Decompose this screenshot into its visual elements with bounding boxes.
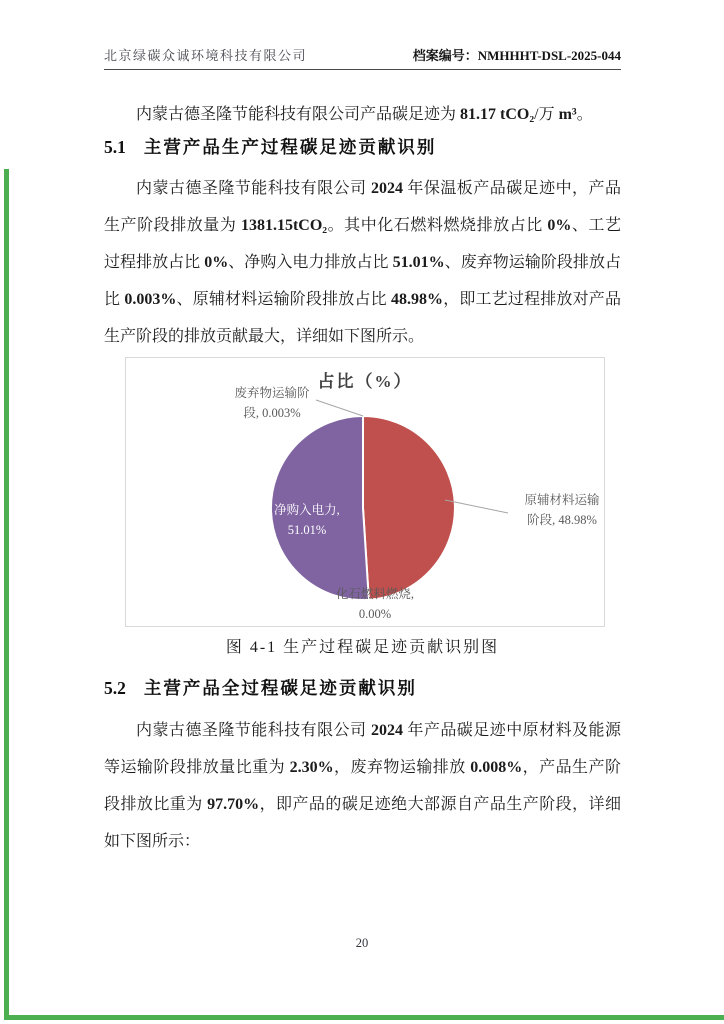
header-file-number bbox=[413, 45, 621, 64]
section-5-2-number: 5.2 bbox=[104, 678, 126, 698]
paragraph-intro: 内蒙古德圣隆节能科技有限公司产品碳足迹为 81.17 tCO₂/万 m³。 bbox=[136, 106, 593, 123]
pie-slice bbox=[363, 416, 455, 600]
paragraph-5-2: 内蒙古德圣隆节能科技有限公司 2024 年产品碳足迹中原材料及能源等运输阶段排放量比重为 2.30%，废弃物运输排放 0.008%，产品生产阶段排放比重为 97.70%，即产品的碳足迹绝大部源自产品生产阶段，详细如下图所示： bbox=[104, 722, 621, 850]
chart-title: 占比（%） bbox=[317, 372, 413, 391]
label-net-electricity: 净购入电力, 51.01% bbox=[274, 503, 340, 537]
bottom-border-line bbox=[4, 1015, 724, 1020]
section-5-1-title: 主营产品生产过程碳足迹贡献识别 bbox=[143, 137, 437, 157]
section-5-1-number: 5.1 bbox=[104, 137, 126, 157]
label-raw-materials: 原辅材料运输 阶段, 48.98% bbox=[524, 493, 600, 527]
left-border-line bbox=[4, 169, 9, 1020]
section-5-1-heading bbox=[104, 134, 621, 159]
section-5-2-title: 主营产品全过程碳足迹贡献识别 bbox=[143, 678, 417, 698]
paragraph-5-1: 内蒙古德圣隆节能科技有限公司 2024 年保温板产品碳足迹中，产品生产阶段排放量为 1381.15tCO₂。其中化石燃料燃烧排放占比 0%、工艺过程排放占比 0%、净购入电力排放占比 51.01%、废弃物运输阶段排放占比 0.003%、原辅材料运输阶段排放占比 48.98%，即工艺过程排放对产品生产阶段的排放贡献最大，详细如下图所示。 bbox=[104, 180, 621, 345]
header-file-label: 档案编号： bbox=[412, 48, 478, 63]
section-5-2-heading bbox=[104, 675, 621, 700]
label-fossil-fuel: 化石燃料燃烧, 0.00% bbox=[335, 587, 415, 621]
header-file-value: NMHHHT-DSL-2025-044 bbox=[477, 48, 621, 63]
pie-chart-figure bbox=[125, 357, 605, 627]
figure-caption: 图 4-1 生产过程碳足迹贡献识别图 bbox=[225, 639, 500, 656]
page-header bbox=[104, 44, 621, 70]
label-waste-transport: 废弃物运输阶 段, 0.003% bbox=[234, 386, 310, 420]
page-number: 20 bbox=[355, 936, 369, 950]
header-company-name: 北京绿碳众诚环境科技有限公司 bbox=[104, 48, 308, 63]
